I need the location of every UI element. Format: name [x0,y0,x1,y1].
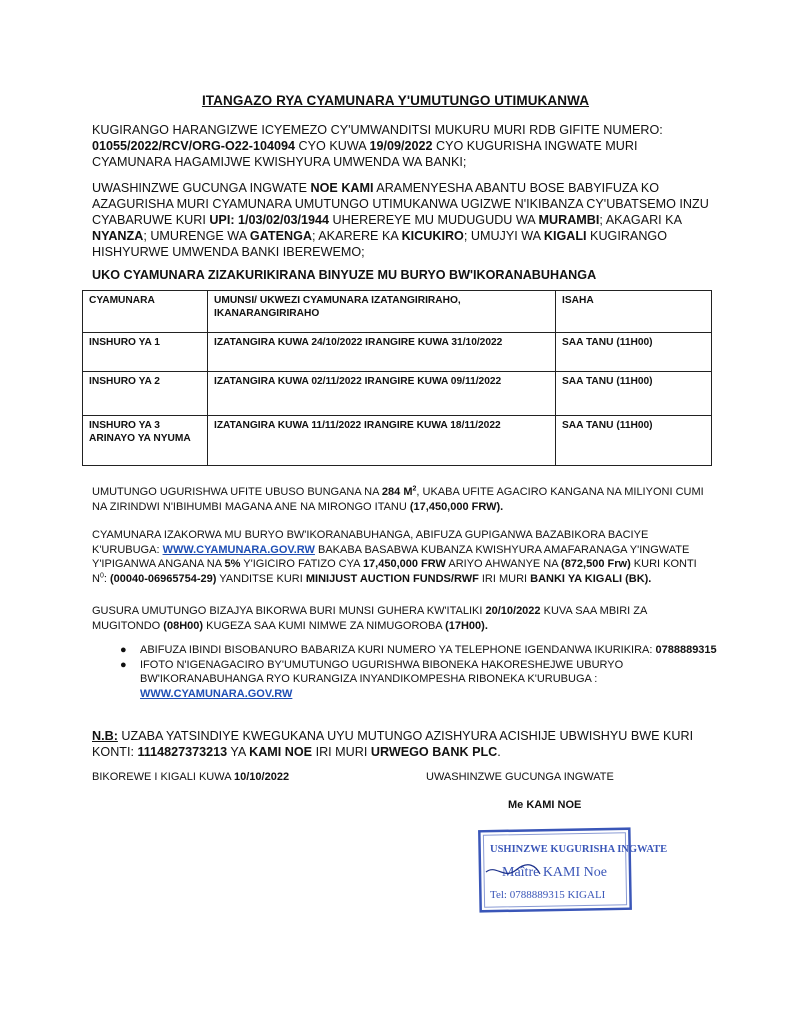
auction-schedule-table [82,290,712,466]
list-item [118,643,718,658]
announcement-text: KUGIRANGO HISHYURWE UMWENDA BANKI IBEREWEMO; [92,229,668,259]
stamp-line-3: Tel: 0788889315 KIGALI [490,889,606,901]
announcement-text: ; AKARERE KA [311,229,402,243]
bidding-text: : [103,572,110,585]
bidding-paragraph [92,528,712,586]
table-header-cell: UMUNSI/ UKWEZI CYAMUNARA IZATANGIRIRAHO, IKANARANGIRIRAHO [208,291,556,333]
table-header-cell: CYAMUNARA [83,291,208,333]
intro-text: CYO KUWA [295,139,370,153]
table-cell: IZATANGIRA KUWA 24/10/2022 IRANGIRE KUWA 31/10/2022 [208,333,556,372]
contact-phone: 0788889315 [655,644,717,656]
note-text: UZABA YATSINDIYE KWEGUKANA UYU MUTUNGO AZISHYURA ACISHIJE UBWISHYU BWE KURI KONTI: [92,729,694,759]
sector-name: GATENGA [249,229,312,243]
visit-text: KUGEZA SAA KUMI NIMWE ZA NIMUGOROBA [203,619,446,632]
place-text: BIKOREWE I KIGALI KUWA [92,771,235,783]
deposit-account-name: MINIJUST AUCTION FUNDS/RWF [305,572,479,585]
cyamunara-website-link[interactable]: WWW.CYAMUNARA.GOV.RW [140,687,293,700]
table-cell: INSHURO YA 1 [83,333,208,372]
value-text: UMUTUNGO UGURISHWA UFITE UBUSO BUNGANA NA [92,486,382,498]
value-text: , UKABA UFITE AGACIRO KANGANA NA MILIYONI CUMI NA ZIRINDWI N'IBIHUMBI MAGANA ANE NA MIRONGO ITANU [92,486,704,513]
deposit-amount: (872,500 Frw) [561,558,631,570]
visit-start-date: 20/10/2022 [485,605,541,617]
official-stamp [476,826,668,914]
bidding-text: IRI MURI [478,572,531,585]
visit-text: GUSURA UMUTUNGO BIZAJYA BIKORWA BURI MUNSI GUHERA KW'ITALIKI [92,605,486,617]
account-holder-name: KAMI NOE [249,745,313,759]
bidding-text: BAKABA BASABWA KUBANZA KWISHYURA AMAFARANAGA Y'INGWATE Y'IPIGANWA ANGANA NA [92,543,690,570]
visit-text: KUVA SAA MBIRI ZA MUGITONDO [92,605,647,632]
signatory-name: Me KAMI NOE [508,799,582,811]
table-cell: SAA TANU (11H00) [556,372,712,416]
village-name: MURAMBI [538,213,600,227]
info-bullet-list [118,643,718,701]
list-item [118,658,718,702]
bidding-text: CYAMUNARA IZAKORWA MU BURYO BW'IKORANABUHANGA, ABIFUZA GUPIGANWA BAZABIKORA BACIYE K'URUBUGA: [92,529,649,556]
table-cell: SAA TANU (11H00) [556,333,712,372]
schedule-heading: UKO CYAMUNARA ZIZAKURIKIRANA BINYUZE MU BURYO BW'IKORANABUHANGA [92,268,597,282]
announcement-text: ; AKAGARI KA [599,213,682,227]
stamp-line-2: Maître KAMI Noe [502,865,607,880]
decision-date: 19/09/2022 [369,139,433,153]
intro-text: CYO KUGURISHA INGWATE MURI CYAMUNARA HAGAMIJWE KWISHYURA UMWENDA WA BANKI; [92,139,638,169]
visit-end-time: (17H00). [445,619,488,632]
number-superscript: 0 [99,571,104,579]
announcement-text: UWASHINZWE GUCUNGA INGWATE [92,181,311,195]
cell-name: NYANZA [92,229,144,243]
table-header-row [83,291,712,333]
city-name: KIGALI [543,229,587,243]
table-header-cell: ISAHA [556,291,712,333]
signatory-title: UWASHINZWE GUCUNGA INGWATE [426,771,614,783]
area-superscript: 2 [412,485,417,493]
note-text: IRI MURI [312,745,371,759]
note-text: YA [227,745,250,759]
table-cell: INSHURO YA 3 ARINAYO YA NYUMA [83,416,208,466]
payment-bank: URWEGO BANK PLC [370,745,498,759]
deposit-bank: BANKI YA KIGALI (BK). [530,572,652,585]
issue-date: 10/10/2022 [234,771,290,783]
table-cell: INSHURO YA 2 [83,372,208,416]
table-cell: IZATANGIRA KUWA 11/11/2022 IRANGIRE KUWA 18/11/2022 [208,416,556,466]
table-cell: IZATANGIRA KUWA 02/11/2022 IRANGIRE KUWA 09/11/2022 [208,372,556,416]
note-label: N.B: [92,729,118,743]
deposit-account-number: (00040-06965754-29) [109,572,217,585]
upi-number: UPI: 1/03/02/03/1944 [209,213,330,227]
announcement-text: ; UMUJYI WA [463,229,544,243]
decision-reference: 01055/2022/RCV/ORG-O22-104094 [92,139,296,153]
intro-text: KUGIRANGO HARANGIZWE ICYEMEZO CY'UMWANDITSI MUKURU MURI RDB GIFITE NUMERO: [92,123,663,137]
payment-account-number: 1114827373213 [137,745,228,759]
table-row [83,372,712,416]
page-title: ITANGAZO RYA CYAMUNARA Y'UMUTUNGO UTIMUKANWA [201,93,590,108]
bullet-text: IFOTO N'IGENAGACIRO BY'UMUTUNGO UGURISHWA BIBONEKA HAKORESHEJWE UBURYO BW'IKORANABUHANGA RYO KURANGIZA INYANDIKOMPESHA RIBONEKA K'URUBUGA : [140,658,624,685]
stamp-line-1: USHINZWE KUGURISHA INGWATE [490,844,668,855]
property-value: (17,450,000 FRW). [409,500,504,513]
bullet-icon: ● [120,644,127,656]
note-text: . [497,745,501,759]
bidding-text: YANDITSE KURI [216,572,306,585]
property-area: 284 M [381,486,413,498]
cyamunara-website-link[interactable]: WWW.CYAMUNARA.GOV.RW [162,543,315,556]
property-value-paragraph [92,485,712,514]
place-date-line [92,771,289,783]
bidding-text: Y'IGICIRO FATIZO CYA [240,558,363,570]
custodian-name: NOE KAMI [310,181,374,195]
table-cell: SAA TANU (11H00) [556,416,712,466]
bidding-text: ARIYO AHWANYE NA [445,558,562,570]
note-paragraph [92,728,712,760]
visit-paragraph [92,604,712,633]
visit-start-time: (08H00) [163,619,204,632]
bidding-text: KURI KONTI N [92,558,697,585]
table-row [83,416,712,466]
announcement-text: UHEREREYE MU MUDUGUDU WA [329,213,539,227]
deposit-percent: 5% [224,558,241,570]
bullet-text: ABIFUZA IBINDI BISOBANURO BABARIZA KURI NUMERO YA TELEPHONE IGENDANWA IKURIKIRA: [140,644,656,656]
table-row [83,333,712,372]
base-price: 17,450,000 FRW [362,558,446,570]
bullet-icon: ● [120,658,127,671]
announcement-text: ARAMENYESHA ABANTU BOSE BABYIFUZA KO AZAGURISHA MURI CYAMUNARA UMUTUNGO UTIMUKANWA UGIZWE N'IKIBANZA CY'UBATSEMO INZU CYABARUWE KURI [92,181,709,227]
district-name: KICUKIRO [401,229,464,243]
intro-paragraph [92,122,712,170]
announcement-text: ; UMURENGE WA [143,229,250,243]
announcement-paragraph [92,180,712,260]
